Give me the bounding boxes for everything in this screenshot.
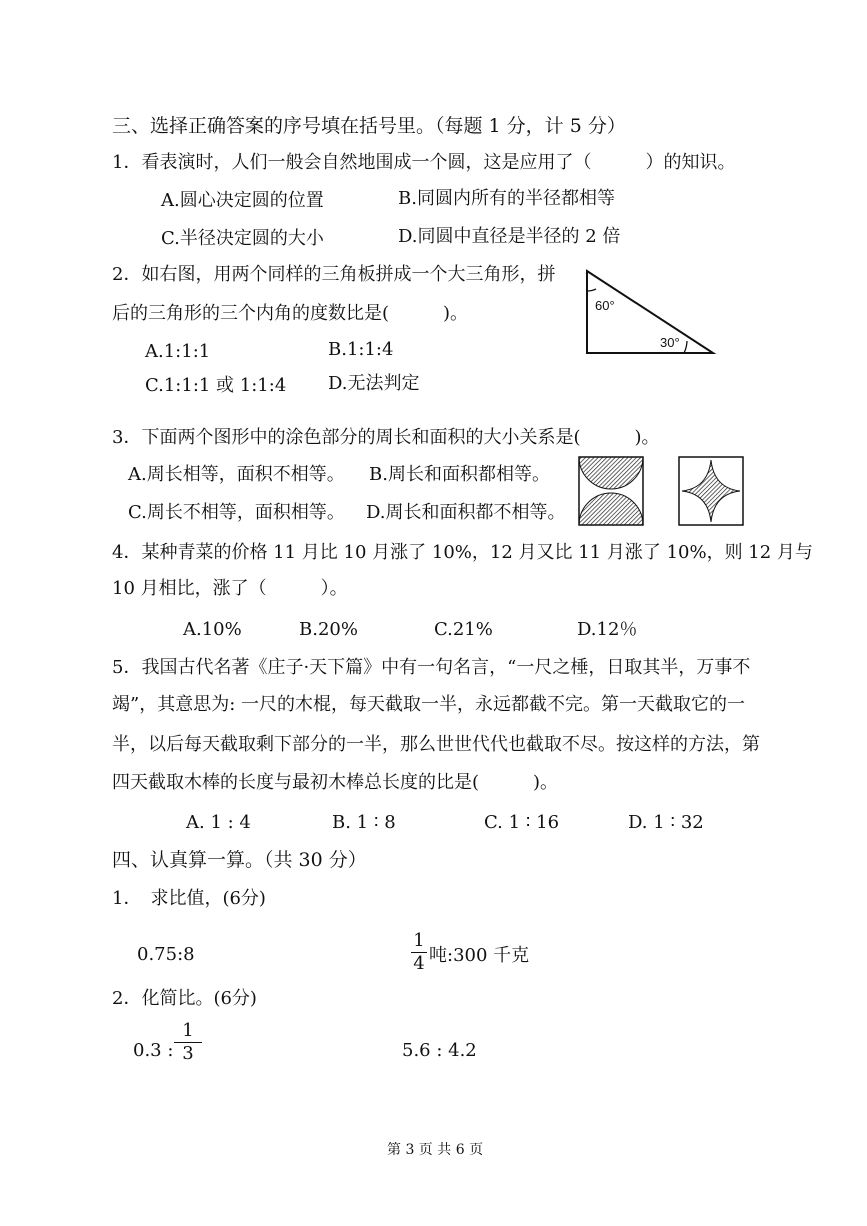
q5-stem-line4: 四天截取木棒的长度与最初木棒总长度的比是( )。	[112, 772, 559, 793]
q1-option-a: A.圆心决定圆的位置	[161, 190, 324, 211]
s4-q2-expr2: 5.6 : 4.2	[402, 1040, 477, 1061]
page-footer: 第 3 页 共 6 页	[387, 1142, 484, 1158]
q1-stem: 1．看表演时，人们一般会自然地围成一个圆，这是应用了（ ）的知识。	[112, 152, 736, 173]
s4-q2-expr1-left: 0.3 :	[133, 1040, 174, 1061]
q2-option-d: D.无法判定	[328, 373, 420, 394]
q5-option-b: B. 1 ∶ 8	[332, 812, 396, 833]
fraction-denominator: 4	[413, 953, 425, 974]
q2-option-a: A.1:1:1	[145, 341, 211, 362]
q4-option-d: D.12％	[577, 619, 638, 640]
q5-stem-line1: 5．我国古代名著《庄子·天下篇》中有一句名言，“一尺之棰，日取其半，万事不	[112, 657, 751, 678]
s4-q1-stem: 1． 求比值，(6分)	[112, 888, 266, 909]
angle-60-label: 60°	[595, 298, 615, 313]
q2-option-b: B.1:1:4	[328, 339, 394, 360]
s4-q2-stem: 2．化简比。(6分)	[112, 988, 257, 1009]
s4-q1-fraction	[411, 932, 427, 973]
q3-option-a: A.周长相等，面积不相等。	[128, 464, 345, 485]
q3-option-c: C.周长不相等，面积相等。	[128, 502, 345, 523]
section4-title: 四、认真算一算。（共 30 分）	[112, 849, 367, 871]
section3-title: 三、选择正确答案的序号填在括号里。（每题 1 分，计 5 分）	[112, 115, 626, 137]
q4-stem-line2: 10 月相比，涨了（ ）。	[112, 578, 348, 599]
q3-stem: 3．下面两个图形中的涂色部分的周长和面积的大小关系是( )。	[112, 427, 660, 448]
q4-option-c: C.21%	[434, 619, 493, 640]
q5-stem-line2: 竭”，其意思为: 一尺的木棍，每天截取一半，永远都截不完。第一天截取它的一	[112, 694, 745, 715]
q5-stem-line3: 半，以后每天截取剩下部分的一半，那么世世代代也截取不尽。按这样的方法，第	[112, 734, 760, 755]
q4-stem-line1: 4．某种青菜的价格 11 月比 10 月涨了 10%，12 月又比 11 月涨了 10%，则 12 月与	[112, 542, 813, 563]
s4-q1-expr2-rest: 吨:300 千克	[429, 945, 530, 966]
q2-option-c: C.1:1:1 或 1:1:4	[145, 375, 287, 396]
q5-option-a: A. 1 : 4	[186, 812, 251, 833]
q3-option-b: B.周长和面积都相等。	[369, 464, 550, 485]
figure-right-square	[678, 456, 744, 526]
fraction-numerator: 1	[413, 930, 425, 951]
q5-option-c: C. 1 ∶ 16	[484, 812, 560, 833]
s4-q2-fraction	[174, 1022, 202, 1063]
triangle-figure	[580, 265, 720, 360]
q1-option-c: C.半径决定圆的大小	[161, 228, 324, 249]
q2-stem-line1: 2．如右图，用两个同样的三角板拼成一个大三角形，拼	[112, 264, 556, 285]
q1-option-b: B.同圆内所有的半径都相等	[398, 188, 615, 209]
fraction-denominator: 3	[182, 1043, 194, 1064]
q2-stem-line2: 后的三角形的三个内角的度数比是( )。	[112, 303, 469, 324]
figure-left-square	[578, 456, 644, 526]
fraction-numerator: 1	[182, 1020, 194, 1041]
angle-30-label: 30°	[660, 335, 680, 350]
q4-option-b: B.20%	[299, 619, 358, 640]
q1-option-d: D.同圆中直径是半径的 2 倍	[398, 226, 621, 247]
q3-option-d: D.周长和面积都不相等。	[366, 502, 566, 523]
q4-option-a: A.10%	[183, 619, 242, 640]
s4-q1-expr1: 0.75:8	[137, 944, 195, 965]
q5-option-d: D. 1 ∶ 32	[628, 812, 704, 833]
